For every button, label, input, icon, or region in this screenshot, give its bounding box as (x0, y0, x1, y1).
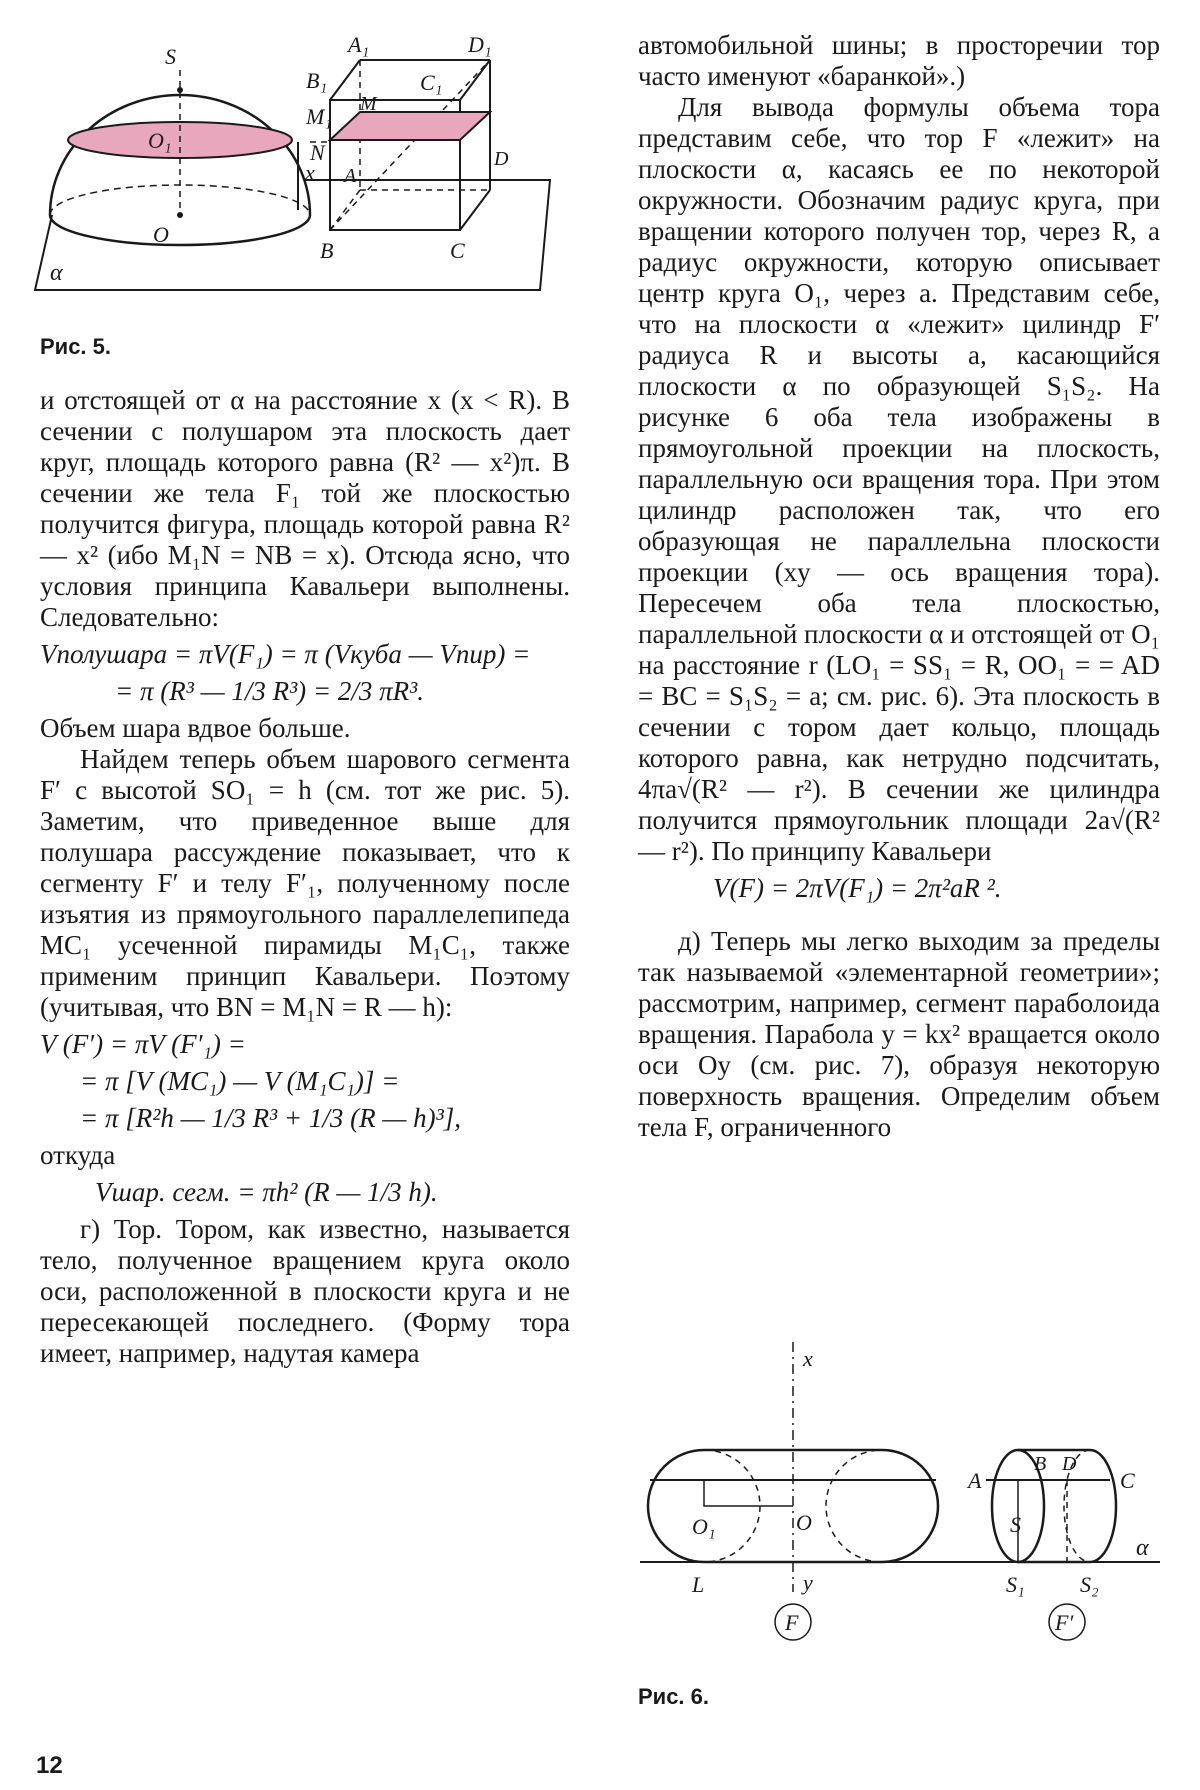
right-paragraph-2: Для вывода формулы объема тора представим себе, что тор F «лежит» на плоскости α, касаясь ее по некоторой окружности. Обозначим радиус круга, при вращении которого получен тор, через R, а радиус окружности, которую описывает центр круга O₁, через a. Представим себе, что на плоскости α «лежит» цилиндр F′ радиуса R и высоты a, касающийся плоскости α по образующей S₁S₂. На рисунке 6 оба тела изображены в прямоугольной проекции на плоскость, параллельную оси вращения тора. При этом цилиндр расположен так, что его образующая не параллельна плоскости проекции (xy — ось вращения тора). Пересечем оба тела плоскостью, параллельной плоскости α и отстоящей от O₁ на расстояние r (LO₁ = SS₁ = R, OO₁ = = AD = BC = S₁S₂ = a; см. рис. 6). Эта плоскость в сечении с тором дает кольцо, площадь которого равна, как нетрудно подсчитать, 4πa√(R² — r²). В сечении же цилиндра получится прямоугольник площади 2a√(R² — r²). По принципу Кавальери (638, 92, 1160, 866)
point-O (177, 212, 183, 218)
right-paragraph-1: автомобильной шины; в просторечии тор часто именуют «баранкой».) (638, 30, 1160, 91)
label-S: S (165, 44, 176, 69)
label-D1: D₁ (468, 32, 492, 57)
fig6-label-C: C (1120, 1468, 1135, 1493)
formula-hemisphere-line-2: = π (R³ — 1/3 R³) = 2/3 πR³. (115, 676, 424, 706)
label-D: D (494, 148, 509, 170)
fig6-label-F: F (785, 1610, 799, 1635)
formula-segment-line-2: = π [V (MC₁) — V (M₁C₁)] = (80, 1066, 400, 1096)
right-column (638, 30, 1160, 1143)
fig6-label-Fprime: F′ (1055, 1610, 1074, 1635)
label-C1: C₁ (420, 70, 443, 95)
label-A: A (344, 165, 357, 187)
formula-hemisphere-line-1: Vполушара = πV(F₁) = π (Vкуба — Vпир) = (40, 639, 531, 669)
formula-segment-line-3: = π [R²h — 1/3 R³ + 1/3 (R — h)³], (80, 1103, 461, 1133)
fig6-label-y: y (803, 1570, 813, 1595)
label-N: N (310, 140, 325, 165)
fig6-label-S: S (1010, 1512, 1021, 1537)
fig6-label-O: O (796, 1510, 812, 1535)
fig6-label-x: x (803, 1346, 813, 1371)
label-O1: O₁ (148, 128, 172, 153)
label-B1: B₁ (306, 68, 328, 93)
fig6-label-S1: S₁ (1006, 1572, 1025, 1597)
fig6-label-S2: S₂ (1080, 1572, 1099, 1597)
left-paragraph-5: г) Тор. Тором, как известно, называется тело, полученное вращением круга около оси, расположенной в плоскости круга и не пересекающей последнего. (Форму тора имеет, например, надутая камера (40, 1214, 570, 1368)
point-S (177, 87, 183, 93)
label-x: x (305, 160, 315, 185)
hemisphere-base-front (50, 215, 310, 245)
formula-segment-line-1: V (F′) = πV (F′₁) = (40, 1029, 246, 1059)
label-C: C (450, 238, 465, 263)
figure-6-caption: Рис. 6. (638, 1684, 710, 1709)
fig6-label-D: D (1062, 1453, 1077, 1475)
left-paragraph-1: и отстоящей от α на расстояние x (x < R). В сечении с полушаром эта плоскость дает круг, площадь которого равна (R² — x²)π. В сечении же тела F₁ той же плоскостью получится фигура, площадь которой равна R² — x² (ибо M₁N = NB = x). Отсюда ясно, что условия принципа Кавальери выполнены. Следовательно: (40, 385, 570, 632)
left-paragraph-3: Найдем теперь объем шарового сегмента F′ с высотой SO₁ = h (см. тот же рис. 5). Заметим, что приведенное выше для полушара рассуждение показывает, что к сегменту F′ и телу F′₁, полученному после изъятия из прямоугольного параллелепипеда MC₁ усеченной пирамиды M₁C₁, также применим принцип Кавальери. Поэтому (учитывая, что BN = M₁N = R — h): (40, 744, 570, 1022)
label-M1: M₁ (306, 104, 332, 129)
radius-marker (704, 1480, 793, 1506)
label-A1: A₁ (348, 32, 370, 57)
label-M: M (360, 93, 377, 115)
box-section (330, 112, 490, 140)
left-column (40, 385, 570, 1369)
left-paragraph-2: Объем шара вдвое больше. (40, 713, 351, 743)
figure-6 (630, 1330, 1170, 1670)
fig6-label-O1: O₁ (692, 1514, 716, 1539)
label-B: B (320, 238, 334, 263)
fig6-label-L: L (692, 1572, 705, 1597)
label-alpha: α (50, 260, 63, 286)
label-O: O (153, 222, 169, 247)
figure-5 (30, 30, 590, 300)
fig6-label-alpha: α (1136, 1535, 1149, 1561)
left-paragraph-4: откуда (40, 1140, 116, 1170)
right-paragraph-3: д) Теперь мы легко выходим за пределы так называемой «элементарной геометрии»; рассмотрим, например, сегмент параболоида вращения. Парабола y = kx² вращается около оси Oy (см. рис. 7), образуя некоторую поверхность вращения. Определим объем тела F, ограниченного (638, 926, 1160, 1142)
fig6-label-B: B (1034, 1453, 1047, 1475)
figure-5-caption: Рис. 5. (40, 334, 112, 359)
page-number: 12 (36, 1752, 63, 1779)
formula-torus-volume: V(F) = 2πV(F₁) = 2π²aR ². (713, 873, 1002, 903)
cylinder-right-end-front (1090, 1450, 1116, 1562)
formula-segment-volume: Vшар. сегм. = πh² (R — 1/3 h). (95, 1177, 438, 1207)
fig6-label-A: A (968, 1468, 982, 1493)
